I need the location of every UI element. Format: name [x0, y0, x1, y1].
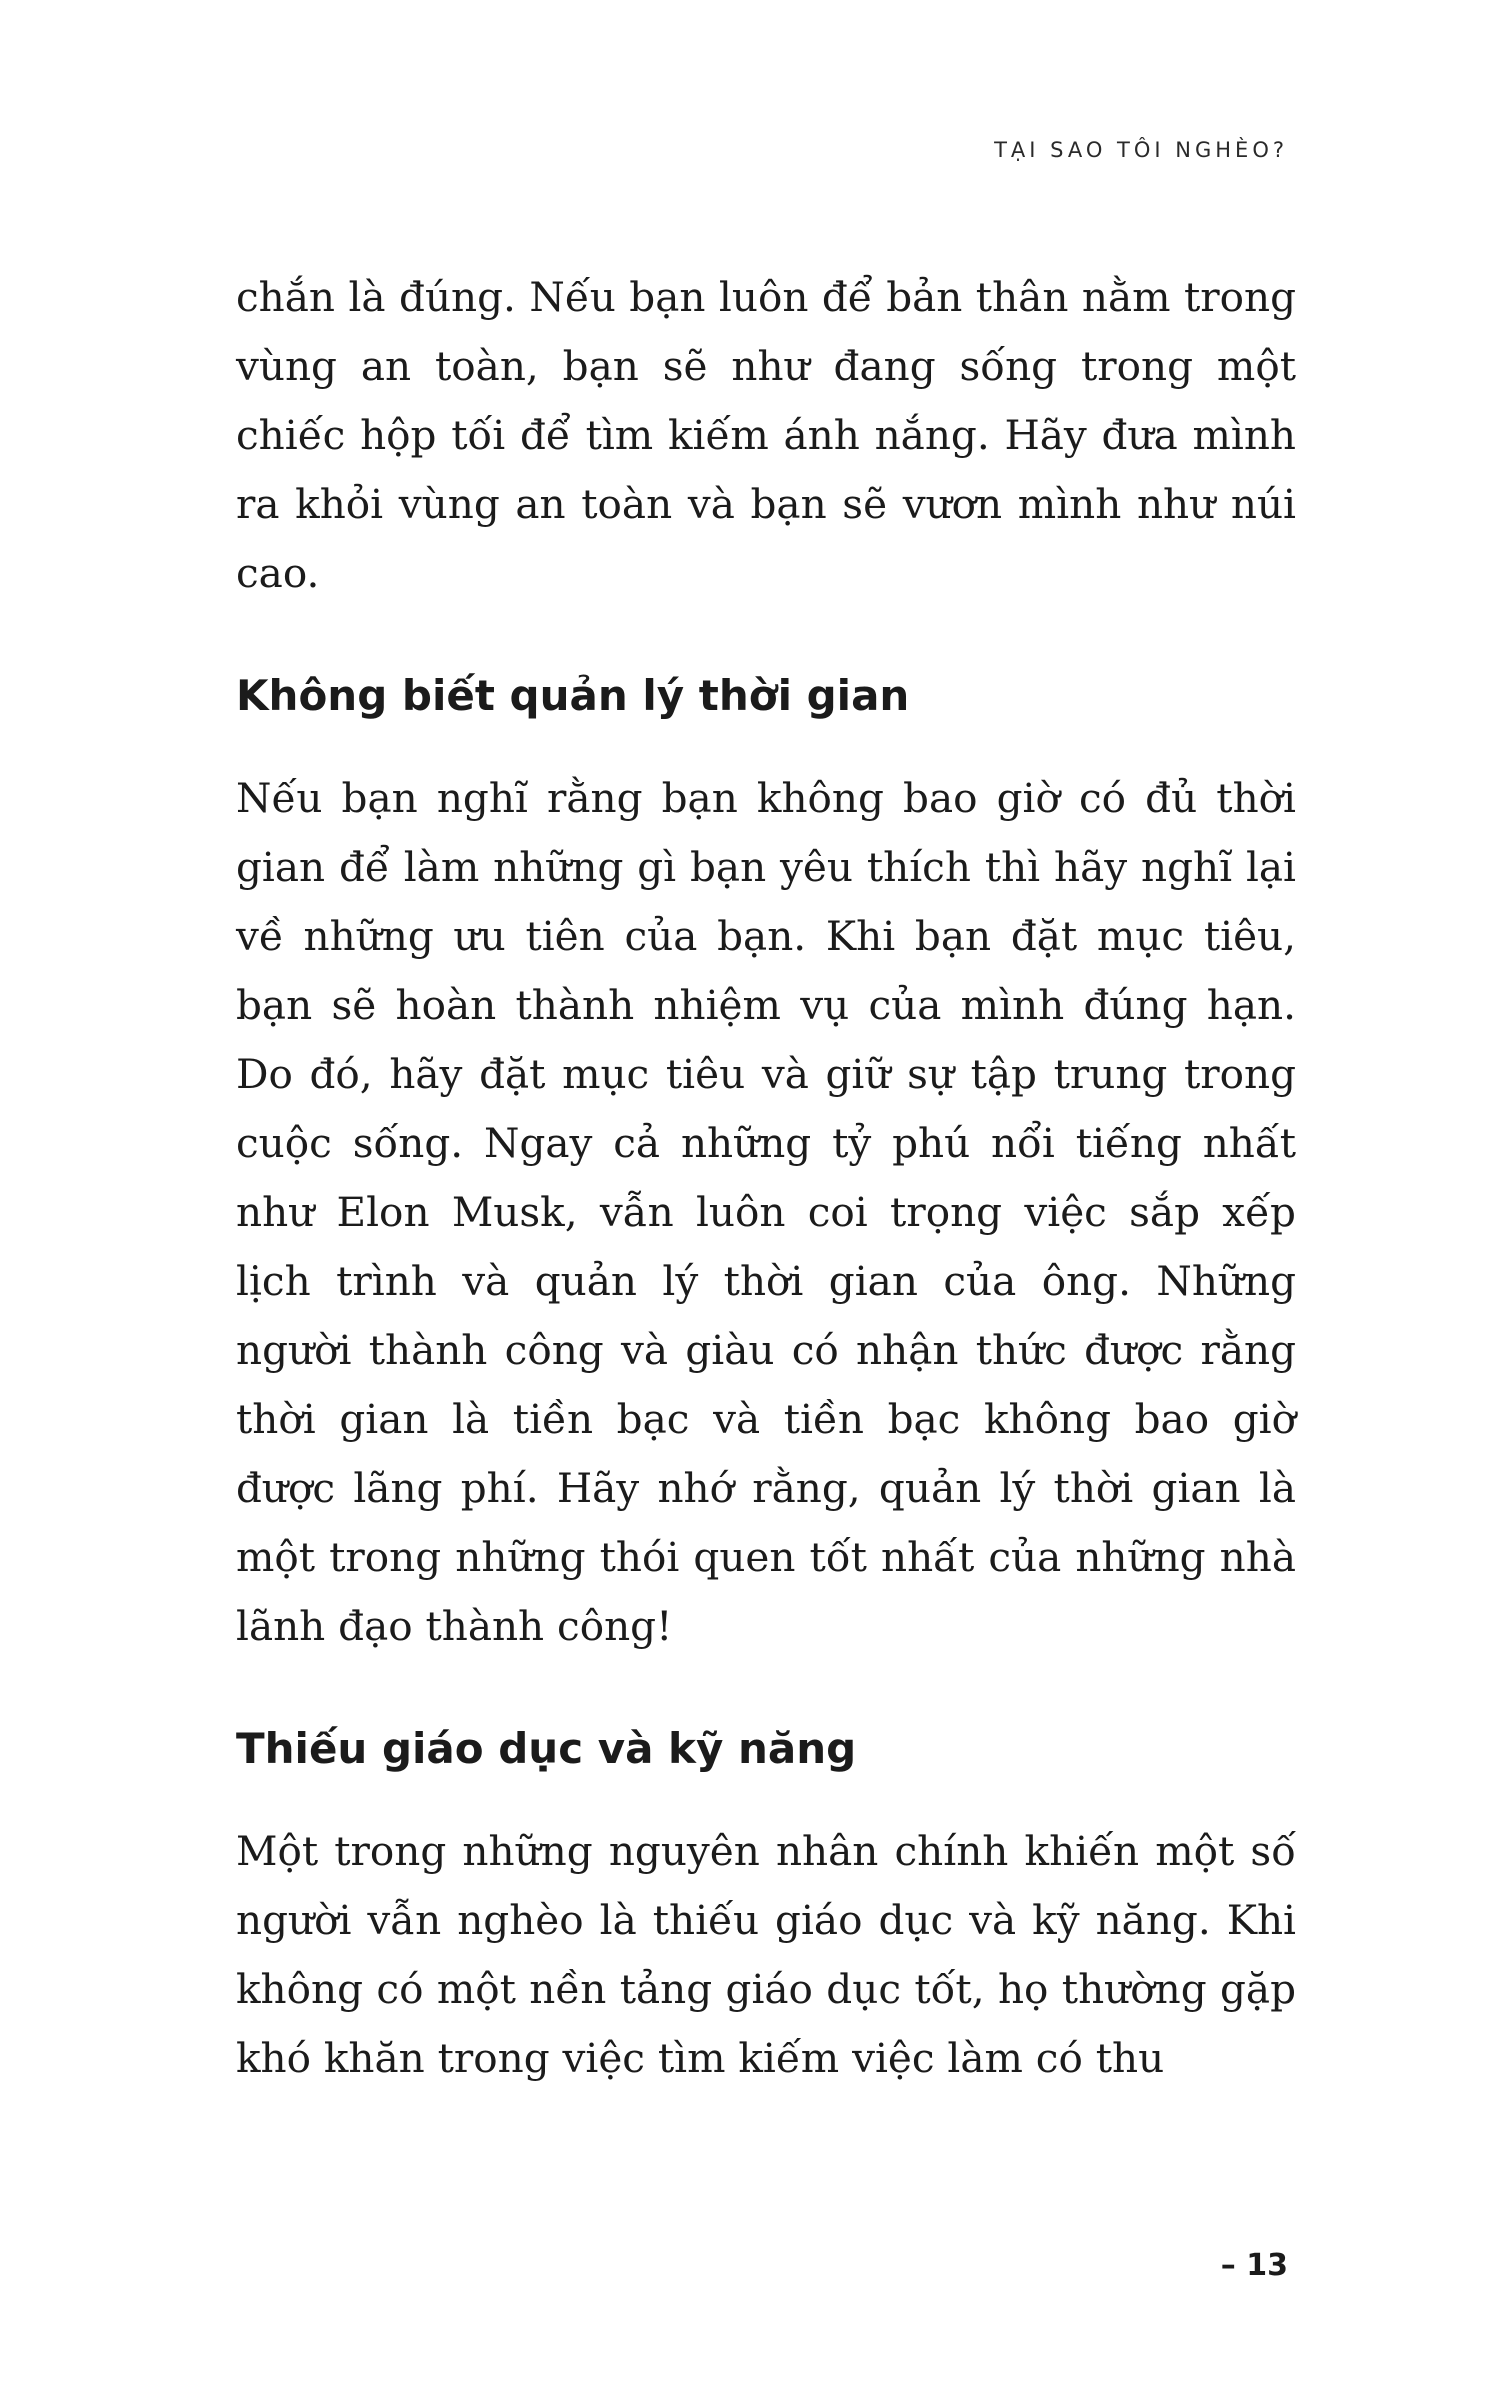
running-header: TẠI SAO TÔI NGHÈO? [994, 138, 1288, 162]
page-number: – 13 [1220, 2248, 1288, 2283]
paragraph: Nếu bạn nghĩ rằng bạn không bao giờ có đủ thời gian để làm những gì bạn yêu thích thì hãy nghĩ lại về những ưu tiên của bạn. Khi bạn đặt mục tiêu, bạn sẽ hoàn thành nhiệm vụ của mình đúng hạn. Do đó, hãy đặt mục tiêu và giữ sự tập trung trong cuộc sống. Ngay cả những tỷ phú nổi tiếng nhất như Elon Musk, vẫn luôn coi trọng việc sắp xếp lịch trình và quản lý thời gian của ông. Những người thành công và giàu có nhận thức được rằng thời gian là tiền bạc và tiền bạc không bao giờ được lãng phí. Hãy nhớ rằng, quản lý thời gian là một trong những thói quen tốt nhất của những nhà lãnh đạo thành công! [236, 774, 1296, 1650]
paragraph: chắn là đúng. Nếu bạn luôn để bản thân nằm trong vùng an toàn, bạn sẽ như đang sống trong một chiếc hộp tối để tìm kiếm ánh nắng. Hãy đưa mình ra khỏi vùng an toàn và bạn sẽ vươn mình như núi cao. [236, 273, 1296, 597]
paragraph: Một trong những nguyên nhân chính khiến một số người vẫn nghèo là thiếu giáo dục và kỹ năng. Khi không có một nền tảng giáo dục tốt, họ thường gặp khó khăn trong việc tìm kiếm việc làm có thu [236, 1827, 1296, 2082]
section-heading: Thiếu giáo dục và kỹ năng [236, 1724, 857, 1773]
section-heading: Không biết quản lý thời gian [236, 671, 910, 720]
page-body [236, 263, 1296, 2093]
